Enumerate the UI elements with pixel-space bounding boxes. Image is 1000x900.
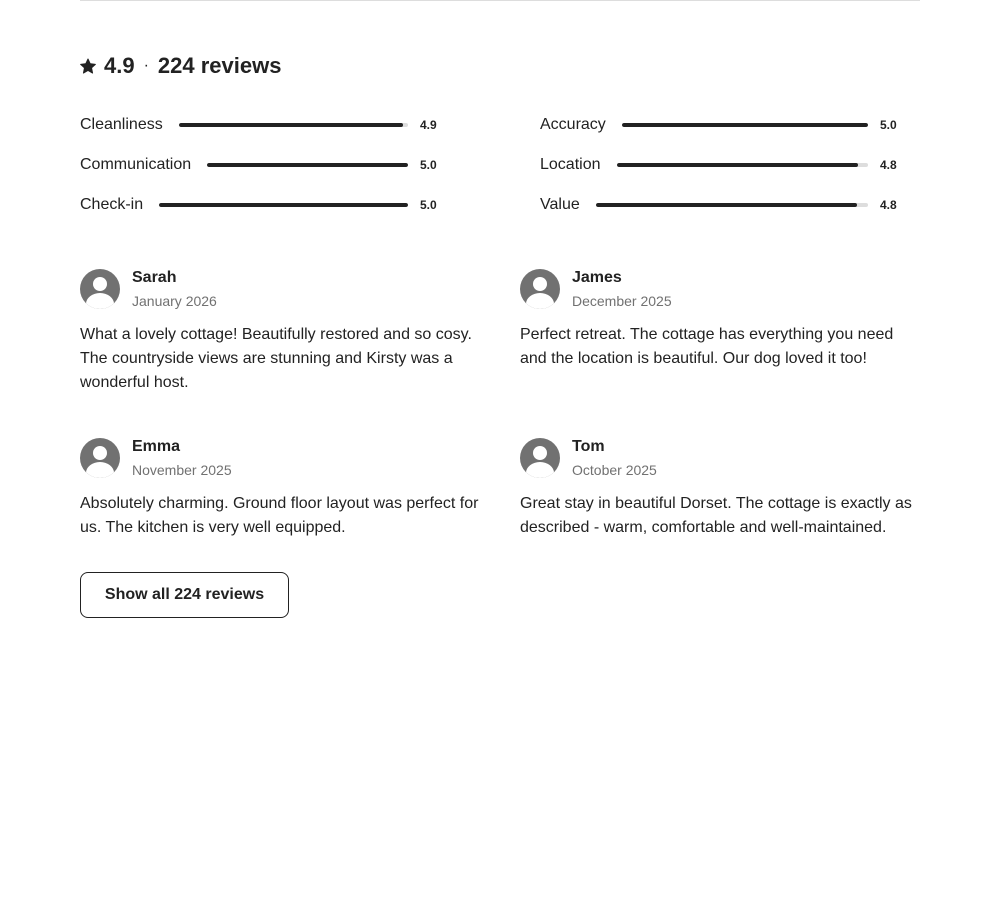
ratings-column-left (80, 113, 460, 233)
category-value: 5.0 (420, 158, 437, 172)
category-rating-row (80, 153, 460, 177)
review-date: October 2025 (572, 461, 657, 478)
review-header (520, 438, 920, 478)
reviewer-meta (132, 269, 217, 310)
avatar[interactable] (520, 438, 560, 478)
avatar[interactable] (520, 269, 560, 309)
review-header (520, 269, 920, 309)
category-value: 4.9 (420, 118, 437, 132)
category-label: Location (540, 156, 601, 173)
category-rating-row (540, 153, 920, 177)
rating-bar-fill (617, 163, 858, 167)
review-text: Perfect retreat. The cottage has everything you need and the location is beautiful. Our dog loved it too! (520, 326, 894, 367)
overall-rating: 4.9 (104, 53, 135, 78)
star-icon (80, 58, 96, 74)
ratings-column-right (540, 113, 920, 233)
separator-dot: · (143, 57, 149, 74)
show-all-reviews-button[interactable]: Show all 224 reviews (80, 572, 289, 618)
category-label: Check-in (80, 196, 144, 213)
reviewer-meta (132, 438, 232, 479)
rating-bar (207, 163, 408, 167)
review-count: 224 reviews (157, 53, 282, 78)
review-text: Absolutely charming. Ground floor layout was perfect for us. The kitchen is very well equipped. (80, 495, 479, 536)
review-header (80, 438, 480, 478)
rating-bar (617, 163, 869, 167)
review-text: What a lovely cottage! Beautifully restored and so cosy. The countryside views are stunning and Kirsty was a wonderful host. (80, 326, 472, 391)
rating-bar (622, 123, 868, 127)
category-label: Communication (80, 156, 192, 173)
section-divider (80, 0, 920, 1)
rating-bar-fill (622, 123, 868, 127)
review-date: January 2026 (132, 292, 217, 309)
category-rating-row (540, 193, 920, 217)
review-card (80, 269, 480, 395)
category-value: 4.8 (880, 198, 897, 212)
rating-bar (596, 203, 868, 207)
category-value: 5.0 (420, 198, 437, 212)
category-rating-row (80, 113, 460, 137)
category-label: Cleanliness (80, 116, 163, 133)
review-card (520, 438, 920, 540)
rating-bar-fill (179, 123, 404, 127)
category-label: Accuracy (540, 116, 606, 133)
category-label: Value (540, 196, 580, 213)
review-card (520, 269, 920, 371)
avatar[interactable] (80, 269, 120, 309)
category-rating-row (540, 113, 920, 137)
review-card (80, 438, 480, 540)
category-value: 4.8 (880, 158, 897, 172)
category-rating-row (80, 193, 460, 217)
reviewer-meta (572, 438, 657, 479)
review-text: Great stay in beautiful Dorset. The cottage is exactly as described - warm, comfortable and well-maintained. (520, 495, 912, 536)
reviewer-name: Tom (572, 437, 605, 455)
reviewer-name: James (572, 268, 622, 286)
reviewer-name: Sarah (132, 268, 177, 286)
reviewer-meta (572, 269, 672, 310)
reviewer-name: Emma (132, 437, 181, 455)
category-value: 5.0 (880, 118, 897, 132)
review-date: December 2025 (572, 292, 672, 309)
review-header (80, 269, 480, 309)
avatar[interactable] (80, 438, 120, 478)
rating-bar (159, 203, 408, 207)
rating-summary (80, 51, 281, 81)
rating-bar (179, 123, 408, 127)
rating-bar-fill (207, 163, 408, 167)
review-date: November 2025 (132, 461, 232, 478)
rating-bar-fill (159, 203, 408, 207)
rating-bar-fill (596, 203, 857, 207)
